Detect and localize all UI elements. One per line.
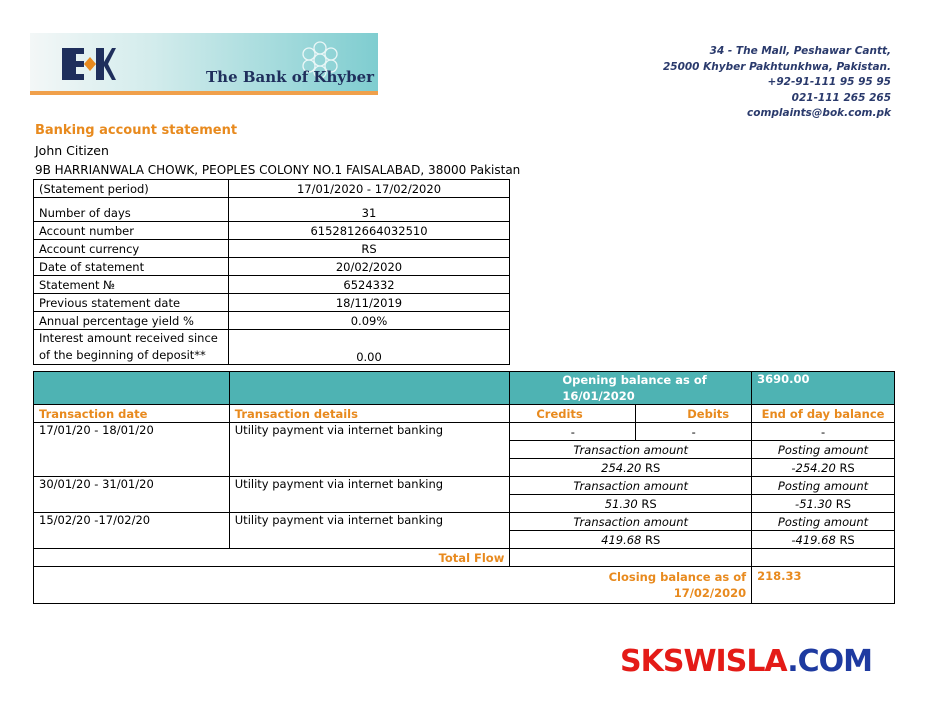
bank-name: The Bank of Khyber (206, 68, 375, 86)
account-info-table (33, 179, 510, 365)
info-row (34, 180, 510, 198)
transactions-table (33, 371, 895, 604)
info-row (34, 294, 510, 312)
txn-amount: 51.30 RS (510, 495, 752, 513)
posting-amount-label: Posting amount (752, 477, 895, 495)
total-flow-label: Total Flow (34, 549, 510, 567)
info-value: 31 (229, 198, 510, 222)
txn-amount-label: Transaction amount (510, 441, 752, 459)
txn-details: Utility payment via internet banking (229, 513, 510, 549)
info-value: 0.09% (229, 312, 510, 330)
posting-amount: -419.68 RS (752, 531, 895, 549)
info-label: Annual percentage yield % (34, 312, 229, 330)
txn-amount: 254.20 RS (510, 459, 752, 477)
col-header-debits: Debits (636, 405, 752, 423)
info-label: Account currency (34, 240, 229, 258)
header-row (34, 405, 895, 423)
txn-details: Utility payment via internet banking (229, 477, 510, 513)
bank-address (663, 44, 891, 122)
logo-underline (30, 91, 378, 95)
credit-value: - (510, 423, 636, 441)
info-label: Previous statement date (34, 294, 229, 312)
info-value: 6524332 (229, 276, 510, 294)
info-row (34, 240, 510, 258)
info-label: Number of days (34, 198, 229, 222)
info-row (34, 258, 510, 276)
info-label: Account number (34, 222, 229, 240)
info-row (34, 222, 510, 240)
info-label: Date of statement (34, 258, 229, 276)
info-label: Statement № (34, 276, 229, 294)
info-row (34, 330, 510, 365)
col-header-balance: End of day balance (752, 405, 895, 423)
table-row (34, 477, 895, 495)
info-value: 17/01/2020 - 17/02/2020 (229, 180, 510, 198)
txn-date: 17/01/20 - 18/01/20 (34, 423, 230, 477)
balance-value: - (752, 423, 895, 441)
statement-title: Banking account statement (35, 123, 238, 138)
txn-details: Utility payment via internet banking (229, 423, 510, 477)
customer-name: John Citizen (35, 143, 109, 158)
info-label: (Statement period) (34, 180, 229, 198)
info-value: 20/02/2020 (229, 258, 510, 276)
table-row (34, 513, 895, 531)
txn-amount-label: Transaction amount (510, 513, 752, 531)
txn-amount: 419.68 RS (510, 531, 752, 549)
posting-amount: -254.20 RS (752, 459, 895, 477)
info-row (34, 276, 510, 294)
opening-balance-value: 3690.00 (752, 372, 895, 405)
info-value: 6152812664032510 (229, 222, 510, 240)
info-row (34, 198, 510, 222)
email-line[interactable]: complaints@bok.com.pk (747, 107, 891, 119)
opening-balance-label: Opening balance as of 16/01/2020 (510, 372, 752, 405)
phone-line: 021-111 265 265 (791, 91, 891, 104)
txn-date: 15/02/20 -17/02/20 (34, 513, 230, 549)
total-flow-row (34, 549, 895, 567)
customer-address: 9B HARRIANWALA CHOWK, PEOPLES COLONY NO.1 FAISALABAD, 38000 Pakistan (35, 163, 521, 177)
col-header-credits: Credits (510, 405, 636, 423)
watermark: SKSWISLA.COM (620, 644, 872, 679)
bank-logo-icon (62, 48, 116, 80)
phone-line: +92-91-111 95 95 95 (767, 76, 891, 88)
txn-amount-label: Transaction amount (510, 477, 752, 495)
opening-balance-row (34, 372, 895, 405)
address-line: 34 - The Mall, Peshawar Cantt, (709, 45, 891, 57)
info-value: RS (229, 240, 510, 258)
col-header-date: Transaction date (34, 405, 230, 423)
info-value: 0.00 (229, 330, 510, 365)
closing-balance-row (34, 567, 895, 604)
posting-amount: -51.30 RS (752, 495, 895, 513)
col-header-details: Transaction details (229, 405, 510, 423)
address-line: 25000 Khyber Pakhtunkhwa, Pakistan. (662, 60, 891, 73)
table-row (34, 423, 895, 441)
closing-balance-value: 218.33 (752, 567, 895, 604)
info-value: 18/11/2019 (229, 294, 510, 312)
txn-date: 30/01/20 - 31/01/20 (34, 477, 230, 513)
closing-balance-label: Closing balance as of 17/02/2020 (34, 567, 752, 604)
info-row (34, 312, 510, 330)
debit-value: - (636, 423, 752, 441)
info-label: Interest amount received since of the beginning of deposit** (34, 330, 229, 365)
posting-amount-label: Posting amount (752, 441, 895, 459)
posting-amount-label: Posting amount (752, 513, 895, 531)
